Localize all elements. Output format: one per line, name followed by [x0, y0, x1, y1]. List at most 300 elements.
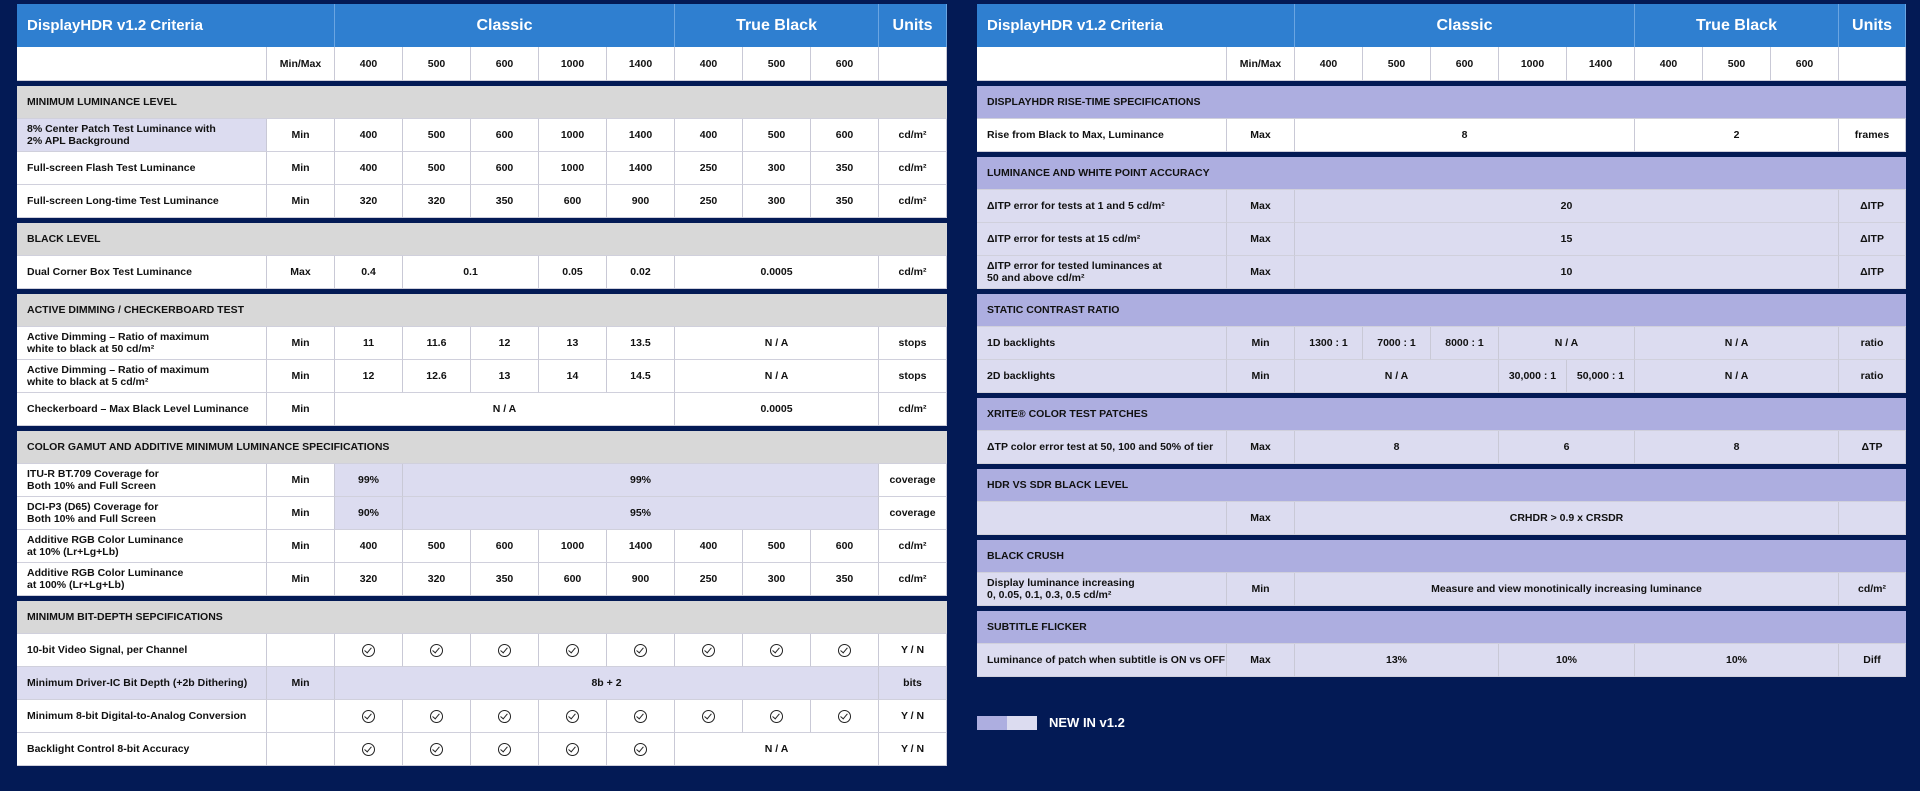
value-cell [743, 634, 811, 667]
value-cell: N / A [675, 360, 879, 393]
row-label [17, 667, 267, 700]
value-cell: 8 [1295, 431, 1499, 464]
value-cell: 90% [335, 497, 403, 530]
tier-header: 600 [1771, 47, 1839, 81]
value-cell: N / A [675, 733, 879, 766]
tier-header: 1000 [1499, 47, 1567, 81]
value-cell: 600 [539, 185, 607, 218]
row-label-line: 1D backlights [987, 337, 1056, 349]
row-label [17, 327, 267, 360]
value-cell [607, 700, 675, 733]
units-header: Units [1839, 4, 1906, 47]
unit-cell: cd/m² [879, 563, 947, 596]
table-row [17, 530, 947, 563]
value-cell: 0.0005 [675, 393, 879, 426]
value-cell: 12.6 [403, 360, 471, 393]
value-cell: 12 [335, 360, 403, 393]
row-label [17, 634, 267, 667]
value-cell: 320 [403, 185, 471, 218]
minmax-cell: Min [267, 464, 335, 497]
minmax-cell: Max [267, 256, 335, 289]
check-circle-icon [838, 710, 851, 723]
minmax-header: Min/Max [1227, 47, 1295, 81]
value-cell: 600 [811, 119, 879, 152]
value-cell: 0.1 [403, 256, 539, 289]
value-cell: 500 [743, 119, 811, 152]
minmax-cell: Max [1227, 502, 1295, 535]
value-cell: 11.6 [403, 327, 471, 360]
section-title: HDR VS SDR BLACK LEVEL [977, 469, 1906, 502]
value-cell: N / A [675, 327, 879, 360]
value-cell: 400 [675, 119, 743, 152]
value-cell: 20 [1295, 190, 1839, 223]
row-label-line: Minimum 8-bit Digital-to-Analog Conversion [27, 710, 247, 722]
row-label [977, 360, 1227, 393]
true-black-header: True Black [1635, 4, 1839, 47]
value-cell: CRHDR > 0.9 x CRSDR [1295, 502, 1839, 535]
value-cell: 10% [1499, 644, 1635, 677]
section-header [977, 86, 1906, 119]
row-label-line: Backlight Control 8-bit Accuracy [27, 743, 190, 755]
row-label [17, 393, 267, 426]
table-row [17, 185, 947, 218]
value-cell [335, 634, 403, 667]
unit-cell: cd/m² [879, 393, 947, 426]
value-cell: 14.5 [607, 360, 675, 393]
unit-cell: Diff [1839, 644, 1906, 677]
section-title: STATIC CONTRAST RATIO [977, 294, 1906, 327]
value-cell: 400 [335, 152, 403, 185]
value-cell: N / A [335, 393, 675, 426]
row-label-line: ΔTP color error test at 50, 100 and 50% of tier [987, 441, 1214, 453]
value-cell: N / A [1635, 360, 1839, 393]
tier-header: 1400 [607, 47, 675, 81]
value-cell: 1400 [607, 152, 675, 185]
tier-header: 600 [811, 47, 879, 81]
section-header [977, 611, 1906, 644]
value-cell [471, 733, 539, 766]
table-row [977, 190, 1906, 223]
table-row [17, 327, 947, 360]
minmax-cell: Max [1227, 190, 1295, 223]
unit-cell: Y / N [879, 700, 947, 733]
value-cell [539, 733, 607, 766]
row-label [977, 223, 1227, 256]
tier-header: 500 [1703, 47, 1771, 81]
value-cell: 14 [539, 360, 607, 393]
row-label [977, 119, 1227, 152]
value-cell: 400 [335, 530, 403, 563]
legend-swatch-section [977, 716, 1007, 730]
section-title: SUBTITLE FLICKER [977, 611, 1906, 644]
row-label [17, 152, 267, 185]
row-label [977, 502, 1227, 535]
value-cell: N / A [1635, 327, 1839, 360]
blank-cell [17, 47, 267, 81]
section-header [17, 431, 947, 464]
value-cell: 30,000 : 1 [1499, 360, 1567, 393]
unit-cell: ratio [1839, 327, 1906, 360]
value-cell [811, 700, 879, 733]
value-cell: 1000 [539, 152, 607, 185]
tier-header: 400 [1635, 47, 1703, 81]
table-row [17, 667, 947, 700]
row-label-line: Checkerboard – Max Black Level Luminance [27, 403, 249, 415]
value-cell: 600 [471, 119, 539, 152]
legend-swatch-row [1007, 716, 1037, 730]
unit-cell: frames [1839, 119, 1906, 152]
row-label [977, 431, 1227, 464]
row-label [17, 119, 267, 152]
left-criteria-table [17, 4, 947, 766]
table-row [17, 563, 947, 596]
tier-header: 500 [403, 47, 471, 81]
check-circle-icon [702, 710, 715, 723]
unit-cell: coverage [879, 464, 947, 497]
section-title: XRITE® COLOR TEST PATCHES [977, 398, 1906, 431]
section-header [977, 157, 1906, 190]
minmax-cell: Max [1227, 256, 1295, 289]
value-cell: 13 [471, 360, 539, 393]
unit-cell: stops [879, 327, 947, 360]
value-cell: 11 [335, 327, 403, 360]
value-cell: 8 [1295, 119, 1635, 152]
section-header [17, 294, 947, 327]
value-cell: 1000 [539, 530, 607, 563]
row-label-line: Both 10% and Full Screen [27, 513, 156, 525]
value-cell: 99% [403, 464, 879, 497]
tier-header: 400 [675, 47, 743, 81]
check-circle-icon [362, 644, 375, 657]
classic-header: Classic [335, 4, 675, 47]
unit-cell: Y / N [879, 733, 947, 766]
minmax-header: Min/Max [267, 47, 335, 81]
value-cell: 15 [1295, 223, 1839, 256]
unit-cell [1839, 502, 1906, 535]
unit-cell: cd/m² [879, 119, 947, 152]
row-label-line: Active Dimming – Ratio of maximum [27, 331, 210, 343]
table-row [17, 119, 947, 152]
row-label [977, 327, 1227, 360]
section-header [977, 398, 1906, 431]
row-label-line: 0, 0.05, 0.1, 0.3, 0.5 cd/m² [987, 589, 1112, 601]
row-label [977, 644, 1227, 677]
value-cell [471, 634, 539, 667]
value-cell: 1300 : 1 [1295, 327, 1363, 360]
row-label-line: 2% APL Background [27, 135, 130, 147]
value-cell: 300 [743, 563, 811, 596]
value-cell: 400 [335, 119, 403, 152]
value-cell: 2 [1635, 119, 1839, 152]
section-title: BLACK CRUSH [977, 540, 1906, 573]
table-row [977, 256, 1906, 289]
value-cell: 250 [675, 563, 743, 596]
check-circle-icon [770, 644, 783, 657]
section-header [17, 601, 947, 634]
section-header [17, 86, 947, 119]
row-label-line: Dual Corner Box Test Luminance [27, 266, 192, 278]
value-cell: 8 [1635, 431, 1839, 464]
tier-header: 400 [1295, 47, 1363, 81]
check-circle-icon [430, 710, 443, 723]
check-circle-icon [362, 743, 375, 756]
value-cell: 300 [743, 152, 811, 185]
value-cell: 0.0005 [675, 256, 879, 289]
check-circle-icon [702, 644, 715, 657]
row-label-line: Active Dimming – Ratio of maximum [27, 364, 210, 376]
check-circle-icon [634, 644, 647, 657]
value-cell: 1000 [539, 119, 607, 152]
section-header [977, 469, 1906, 502]
unit-cell: ΔTP [1839, 431, 1906, 464]
row-label-line: Full-screen Long-time Test Luminance [27, 195, 219, 207]
minmax-cell [267, 733, 335, 766]
table-row [977, 502, 1906, 535]
table-row [17, 634, 947, 667]
row-label-line: Luminance of patch when subtitle is ON vs OFF [987, 654, 1226, 666]
value-cell: 600 [539, 563, 607, 596]
section-header [977, 294, 1906, 327]
minmax-cell: Min [267, 563, 335, 596]
table-row [17, 700, 947, 733]
value-cell [607, 733, 675, 766]
tier-header: 400 [335, 47, 403, 81]
value-cell: 0.4 [335, 256, 403, 289]
unit-cell: cd/m² [879, 530, 947, 563]
value-cell: 95% [403, 497, 879, 530]
true-black-header: True Black [675, 4, 879, 47]
minmax-cell: Min [267, 152, 335, 185]
table-row [17, 464, 947, 497]
value-cell: 0.05 [539, 256, 607, 289]
value-cell [403, 634, 471, 667]
check-circle-icon [634, 743, 647, 756]
minmax-cell: Max [1227, 431, 1295, 464]
classic-header: Classic [1295, 4, 1635, 47]
value-cell: 350 [811, 563, 879, 596]
minmax-cell [267, 700, 335, 733]
row-label-line: at 10% (Lr+Lg+Lb) [27, 546, 119, 558]
value-cell: 500 [743, 530, 811, 563]
row-label-line: 50 and above cd/m² [987, 272, 1085, 284]
row-label-line: white to black at 50 cd/m² [27, 343, 155, 355]
table-row [17, 152, 947, 185]
row-label-line: 10-bit Video Signal, per Channel [27, 644, 188, 656]
value-cell: 400 [675, 530, 743, 563]
row-label-line: DCI-P3 (D65) Coverage for [27, 501, 159, 513]
table-row [977, 327, 1906, 360]
table-row [17, 497, 947, 530]
value-cell [539, 700, 607, 733]
section-header [977, 540, 1906, 573]
row-label [17, 497, 267, 530]
minmax-cell: Min [267, 119, 335, 152]
value-cell: 600 [471, 152, 539, 185]
right-criteria-table [977, 4, 1906, 677]
value-cell [811, 634, 879, 667]
value-cell [539, 634, 607, 667]
value-cell: 99% [335, 464, 403, 497]
unit-cell: stops [879, 360, 947, 393]
value-cell: 13.5 [607, 327, 675, 360]
check-circle-icon [362, 710, 375, 723]
unit-cell: ΔITP [1839, 190, 1906, 223]
value-cell [675, 634, 743, 667]
value-cell: 7000 : 1 [1363, 327, 1431, 360]
row-label-line: Minimum Driver-IC Bit Depth (+2b Dithering) [27, 677, 248, 689]
minmax-cell: Min [267, 327, 335, 360]
row-label-line: ITU-R BT.709 Coverage for [27, 468, 159, 480]
table-row [977, 644, 1906, 677]
unit-cell: coverage [879, 497, 947, 530]
check-circle-icon [566, 743, 579, 756]
minmax-cell: Min [267, 185, 335, 218]
row-label [977, 256, 1227, 289]
value-cell: 900 [607, 563, 675, 596]
table-row [977, 119, 1906, 152]
row-label-line: ΔITP error for tests at 15 cd/m² [987, 233, 1141, 245]
tier-header: 600 [1431, 47, 1499, 81]
value-cell: Measure and view monotinically increasing luminance [1295, 573, 1839, 606]
row-label [17, 563, 267, 596]
table-title: DisplayHDR v1.2 Criteria [977, 4, 1295, 47]
value-cell [335, 733, 403, 766]
section-title: BLACK LEVEL [17, 223, 947, 256]
row-label-line: Full-screen Flash Test Luminance [27, 162, 196, 174]
value-cell [335, 700, 403, 733]
value-cell: 10% [1635, 644, 1839, 677]
value-cell: 600 [811, 530, 879, 563]
value-cell: 10 [1295, 256, 1839, 289]
unit-cell: bits [879, 667, 947, 700]
value-cell: 8b + 2 [335, 667, 879, 700]
unit-cell: cd/m² [1839, 573, 1906, 606]
value-cell: 8000 : 1 [1431, 327, 1499, 360]
tier-header: 500 [1363, 47, 1431, 81]
row-label-line: 2D backlights [987, 370, 1056, 382]
value-cell: 320 [335, 185, 403, 218]
blank-cell [879, 47, 947, 81]
minmax-cell: Min [267, 497, 335, 530]
value-cell [471, 700, 539, 733]
minmax-cell: Min [267, 530, 335, 563]
table-row [977, 223, 1906, 256]
section-title: LUMINANCE AND WHITE POINT ACCURACY [977, 157, 1906, 190]
value-cell: 1400 [607, 530, 675, 563]
minmax-cell [267, 634, 335, 667]
value-cell: 0.02 [607, 256, 675, 289]
unit-cell: ratio [1839, 360, 1906, 393]
check-circle-icon [634, 710, 647, 723]
minmax-cell: Min [1227, 573, 1295, 606]
row-label [17, 733, 267, 766]
check-circle-icon [430, 644, 443, 657]
value-cell: 900 [607, 185, 675, 218]
unit-cell: cd/m² [879, 185, 947, 218]
section-title: MINIMUM LUMINANCE LEVEL [17, 86, 947, 119]
value-cell [743, 700, 811, 733]
row-label [17, 530, 267, 563]
row-label-line: white to black at 5 cd/m² [27, 376, 149, 388]
table-row [17, 360, 947, 393]
unit-cell: ΔITP [1839, 223, 1906, 256]
value-cell: 13% [1295, 644, 1499, 677]
value-cell: 500 [403, 152, 471, 185]
unit-cell: Y / N [879, 634, 947, 667]
table-row [17, 256, 947, 289]
table-row [17, 393, 947, 426]
value-cell [607, 634, 675, 667]
check-circle-icon [430, 743, 443, 756]
row-label [17, 360, 267, 393]
value-cell [403, 733, 471, 766]
value-cell: 350 [471, 185, 539, 218]
check-circle-icon [498, 743, 511, 756]
value-cell: 6 [1499, 431, 1635, 464]
minmax-cell: Min [1227, 327, 1295, 360]
value-cell: 12 [471, 327, 539, 360]
value-cell: 500 [403, 530, 471, 563]
row-label-line: ΔITP error for tested luminances at [987, 260, 1162, 272]
section-header [17, 223, 947, 256]
row-label-line: Both 10% and Full Screen [27, 480, 156, 492]
unit-cell: ΔITP [1839, 256, 1906, 289]
tier-header: 1400 [1567, 47, 1635, 81]
tier-header: 600 [471, 47, 539, 81]
minmax-cell: Max [1227, 119, 1295, 152]
tier-header: 500 [743, 47, 811, 81]
table-row [977, 431, 1906, 464]
value-cell: 13 [539, 327, 607, 360]
minmax-cell: Min [267, 667, 335, 700]
row-label [17, 700, 267, 733]
check-circle-icon [566, 710, 579, 723]
row-label [17, 256, 267, 289]
table-row [17, 733, 947, 766]
legend [977, 715, 1125, 730]
value-cell: 1400 [607, 119, 675, 152]
table-row [977, 360, 1906, 393]
check-circle-icon [566, 644, 579, 657]
minmax-cell: Max [1227, 644, 1295, 677]
minmax-cell: Min [267, 393, 335, 426]
legend-label: NEW IN v1.2 [1049, 715, 1125, 730]
row-label-line: Display luminance increasing [987, 577, 1135, 589]
value-cell: 500 [403, 119, 471, 152]
value-cell: 250 [675, 152, 743, 185]
value-cell: 350 [811, 185, 879, 218]
value-cell: 250 [675, 185, 743, 218]
value-cell: 300 [743, 185, 811, 218]
value-cell: 350 [811, 152, 879, 185]
section-title: ACTIVE DIMMING / CHECKERBOARD TEST [17, 294, 947, 327]
row-label-line: 8% Center Patch Test Luminance with [27, 123, 216, 135]
value-cell: 600 [471, 530, 539, 563]
units-header: Units [879, 4, 947, 47]
check-circle-icon [498, 644, 511, 657]
value-cell: 350 [471, 563, 539, 596]
value-cell: 320 [403, 563, 471, 596]
row-label [977, 190, 1227, 223]
minmax-cell: Min [1227, 360, 1295, 393]
unit-cell: cd/m² [879, 152, 947, 185]
value-cell: N / A [1499, 327, 1635, 360]
section-title: COLOR GAMUT AND ADDITIVE MINIMUM LUMINANCE SPECIFICATIONS [17, 431, 947, 464]
value-cell: 320 [335, 563, 403, 596]
section-title: MINIMUM BIT-DEPTH SEPCIFICATIONS [17, 601, 947, 634]
value-cell [675, 700, 743, 733]
check-circle-icon [838, 644, 851, 657]
